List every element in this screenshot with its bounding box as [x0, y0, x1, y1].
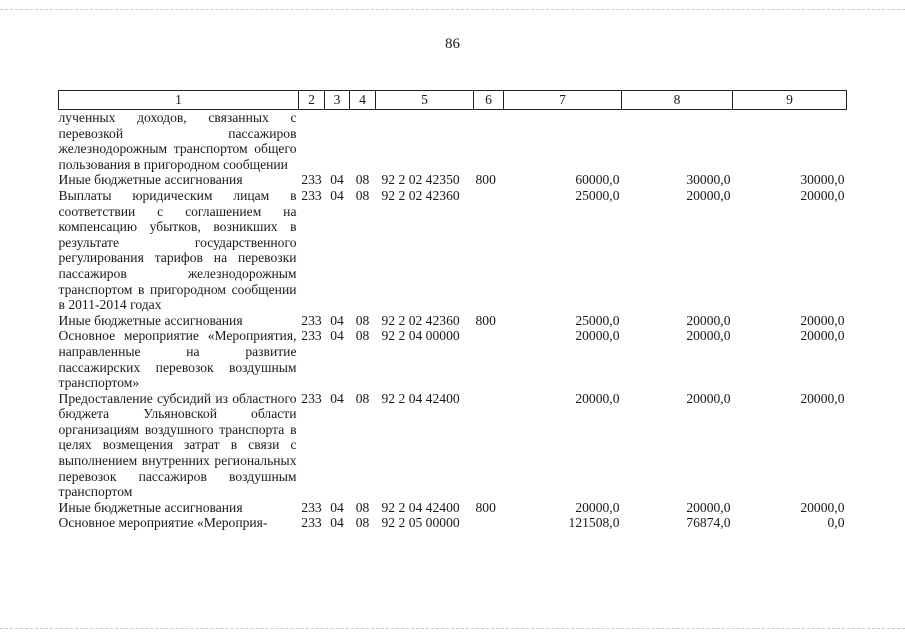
- row-subsection: 08: [355, 187, 370, 203]
- row-admin-code: 233: [301, 187, 322, 203]
- row-amount-col7: 121508,0: [568, 515, 620, 531]
- row-amount-col7: 20000,0: [575, 390, 620, 406]
- scan-edge-bottom: [0, 628, 905, 630]
- table-row: [59, 110, 847, 173]
- row-section: 04: [330, 328, 344, 344]
- row-amount-col8: 30000,0: [686, 172, 731, 188]
- row-expense-type: [474, 328, 504, 390]
- table-row: [59, 172, 847, 188]
- row-subsection: 08: [355, 312, 370, 328]
- row-amount-col9: 20000,0: [800, 312, 845, 328]
- row-subsection: [350, 110, 376, 173]
- header-col-6: 6: [474, 91, 504, 110]
- row-section: 04: [330, 187, 344, 203]
- row-target-code: 92 2 04 42400: [381, 499, 460, 515]
- row-admin-code: 233: [301, 312, 322, 328]
- row-amount-col8: 20000,0: [686, 328, 731, 344]
- table-row: [59, 391, 847, 500]
- row-expense-type: [474, 110, 504, 173]
- row-amount-col8: [622, 110, 733, 173]
- row-amount-col9: 30000,0: [800, 172, 845, 188]
- table-header: [59, 91, 847, 110]
- row-admin-code: 233: [301, 390, 322, 406]
- row-admin-code: 233: [301, 328, 322, 344]
- row-expense-type: 800: [475, 499, 496, 515]
- row-section: 04: [330, 515, 344, 531]
- row-expense-type: 800: [475, 312, 496, 328]
- budget-sheet: [58, 90, 846, 531]
- row-subsection: 08: [355, 515, 370, 531]
- table-row: [59, 328, 847, 390]
- header-col-7: 7: [504, 91, 622, 110]
- row-expense-type: [474, 391, 504, 500]
- row-section: 04: [330, 312, 344, 328]
- row-subsection: 08: [355, 328, 370, 344]
- budget-table: [58, 90, 847, 531]
- header-col-2: 2: [299, 91, 325, 110]
- table-body: [59, 110, 847, 532]
- row-name: Основное мероприятие «Мероприя-: [58, 515, 268, 531]
- page-number: 86: [445, 36, 460, 52]
- scan-edge-top: [0, 9, 905, 11]
- row-admin-code: 233: [301, 172, 322, 188]
- row-amount-col9: [733, 110, 847, 173]
- table-row: [59, 515, 847, 531]
- row-name: Иные бюджетные ассигнования: [58, 499, 243, 515]
- row-amount-col7: 60000,0: [575, 172, 620, 188]
- table-row: [59, 313, 847, 329]
- row-admin-code: [299, 110, 325, 173]
- table-row: [59, 188, 847, 313]
- row-target-code: 92 2 02 42360: [381, 187, 460, 203]
- row-amount-col8: 20000,0: [686, 499, 731, 515]
- row-name: Выплаты юридическим лицам в соответствии с соглашением на компенсацию убытков, возникших в результате государственного регулирования тарифов на перевозки пассажиров железнодорожным транспортом в пригородном сообщении в 2011-2014 годах: [58, 187, 297, 313]
- row-target-code: 92 2 04 42400: [381, 390, 460, 406]
- row-name: Основное мероприятие «Мероприятия, направленные на развитие пассажирских перевозок воздушным транспортом»: [58, 328, 297, 391]
- row-section: 04: [330, 390, 344, 406]
- row-amount-col9: 20000,0: [800, 499, 845, 515]
- header-row: [59, 91, 847, 110]
- header-col-3: 3: [325, 91, 350, 110]
- row-subsection: 08: [355, 172, 370, 188]
- row-subsection: 08: [355, 499, 370, 515]
- row-target-code: 92 2 02 42350: [381, 172, 460, 188]
- row-amount-col8: 20000,0: [686, 187, 731, 203]
- row-admin-code: 233: [301, 499, 322, 515]
- header-col-4: 4: [350, 91, 376, 110]
- row-section: [325, 110, 350, 173]
- row-amount-col8: 20000,0: [686, 312, 731, 328]
- header-col-1: 1: [59, 91, 299, 110]
- row-amount-col8: 76874,0: [686, 515, 731, 531]
- table-row: [59, 500, 847, 516]
- header-col-5: 5: [376, 91, 474, 110]
- row-amount-col9: 20000,0: [800, 187, 845, 203]
- row-name: Иные бюджетные ассигнования: [58, 312, 243, 328]
- row-target-code: 92 2 05 00000: [381, 515, 460, 531]
- row-name: лученных доходов, связанных с перевозкой пассажиров железнодорожным транспортом общего пользования в пригородном сообщении: [58, 110, 297, 172]
- header-col-8: 8: [622, 91, 733, 110]
- row-target-code: 92 2 04 00000: [381, 328, 460, 344]
- row-expense-type: [474, 515, 504, 531]
- row-amount-col9: 20000,0: [800, 328, 845, 344]
- row-admin-code: 233: [301, 515, 322, 531]
- row-amount-col8: 20000,0: [686, 390, 731, 406]
- row-amount-col9: 0,0: [827, 515, 845, 531]
- row-subsection: 08: [355, 390, 370, 406]
- header-col-9: 9: [733, 91, 847, 110]
- row-amount-col7: [504, 110, 622, 173]
- row-target-code: 92 2 02 42360: [381, 312, 460, 328]
- row-amount-col7: 25000,0: [575, 187, 620, 203]
- row-amount-col7: 20000,0: [575, 328, 620, 344]
- row-amount-col7: 25000,0: [575, 312, 620, 328]
- row-expense-type: 800: [475, 172, 496, 188]
- row-section: 04: [330, 172, 344, 188]
- row-section: 04: [330, 499, 344, 515]
- row-amount-col7: 20000,0: [575, 499, 620, 515]
- row-amount-col9: 20000,0: [800, 390, 845, 406]
- row-expense-type: [474, 188, 504, 313]
- row-target-code: [376, 110, 474, 173]
- row-name: Иные бюджетные ассигнования: [58, 172, 243, 188]
- row-name: Предоставление субсидий из областного бюджета Ульяновской области организациям воздушного транспорта в целях возмещения затрат в связи с выполнением внутренних региональных перевозок пассажиров воздушным транспортом: [58, 390, 297, 500]
